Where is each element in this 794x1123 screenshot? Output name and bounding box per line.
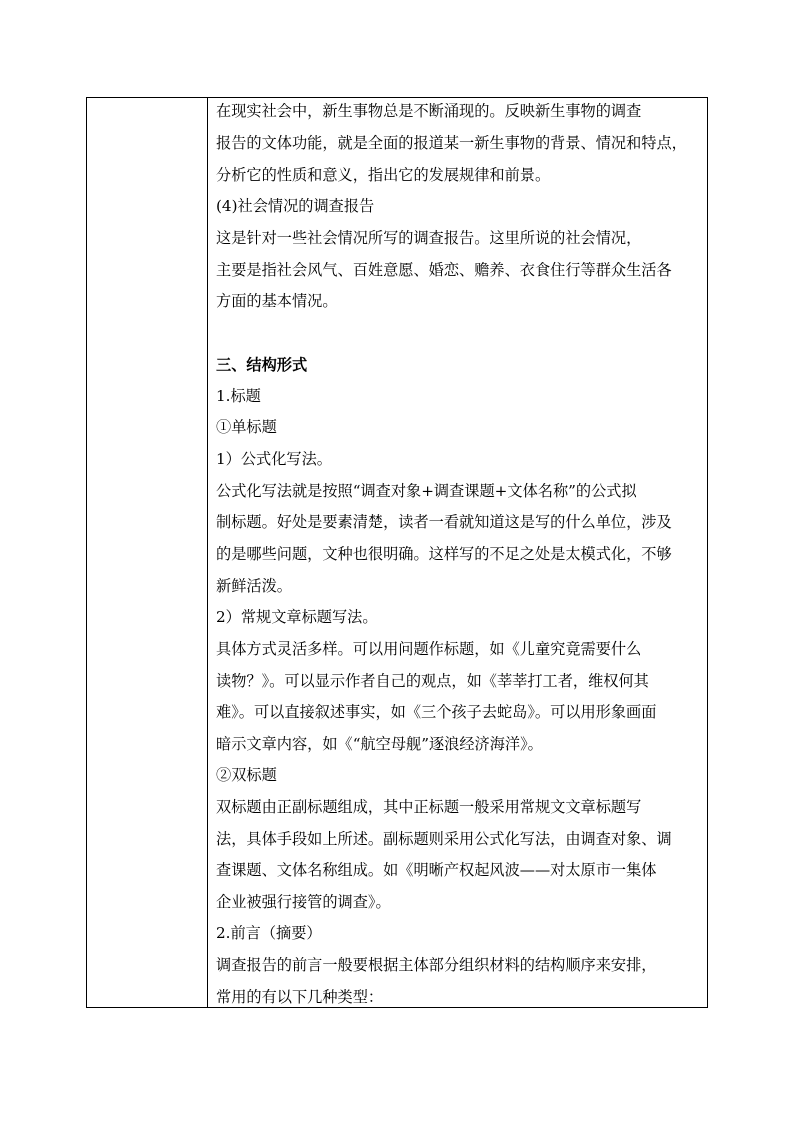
paragraph-line: 公式化写法就是按照“调查对象+调查课题+文体名称”的公式拟 [216,482,637,500]
paragraph-line: 制标题。好处是要素清楚，读者一看就知道这是写的什么单位，涉及 [216,513,672,531]
subheading-line: ①单标题 [216,418,277,436]
document-table [86,97,708,1008]
subheading-line: 1）公式化写法。 [216,450,332,468]
content-cell [208,98,707,1007]
subheading-line: 2.前言（摘要） [216,924,322,942]
section-heading: 三、结构形式 [216,356,308,374]
paragraph-line: 主要是指社会风气、百姓意愿、婚恋、赡养、衣食住行等群众生活各 [216,261,672,279]
paragraph-line: 企业被强行接管的调查》。 [216,893,391,911]
paragraph-line: 难》。可以直接叙述事实，如《三个孩子去蛇岛》。可以用形象画面 [216,703,657,721]
paragraph-line: 暗示文章内容，如《“航空母舰”逐浪经济海洋》。 [216,735,543,753]
subheading-line: 1.标题 [216,387,261,405]
paragraph-line: 方面的基本情况。 [216,292,338,310]
paragraph-line: 查课题、文体名称组成。如《明晰产权起风波——对太原市一集体 [216,861,657,879]
paragraph-line: 法，具体手段如上所述。副标题则采用公式化写法，由调查对象、调 [216,830,672,848]
paragraph-line: 双标题由正副标题组成，其中正标题一般采用常规文文章标题写 [216,798,642,816]
subheading-line: ②双标题 [216,766,277,784]
paragraph-line: 在现实社会中，新生事物总是不断涌现的。反映新生事物的调查 [216,102,642,120]
paragraph-line: 读物？》。可以显示作者自己的观点，如《莘莘打工者，维权何其 [216,672,649,690]
paragraph-line: 具体方式灵活多样。可以用问题作标题，如《儿童究竟需要什么 [216,640,642,658]
paragraph-line: 报告的文体功能，就是全面的报道某一新生事物的背景、情况和特点， [216,134,687,152]
paragraph-line: 分析它的性质和意义，指出它的发展规律和前景。 [216,166,551,184]
paragraph-line: 的是哪些问题，文种也很明确。这样写的不足之处是太模式化，不够 [216,545,672,563]
paragraph-line: 调查报告的前言一般要根据主体部分组织材料的结构顺序来安排， [216,956,657,974]
paragraph-line: 常用的有以下几种类型： [216,988,384,1006]
left-column-cell [87,98,208,1007]
paragraph-line: 这是针对一些社会情况所写的调查报告。这里所说的社会情况， [216,229,642,247]
subheading-line: 2）常规文章标题写法。 [216,608,378,626]
subheading-line: (4)社会情况的调查报告 [216,197,375,215]
paragraph-line: 新鲜活泼。 [216,577,292,595]
